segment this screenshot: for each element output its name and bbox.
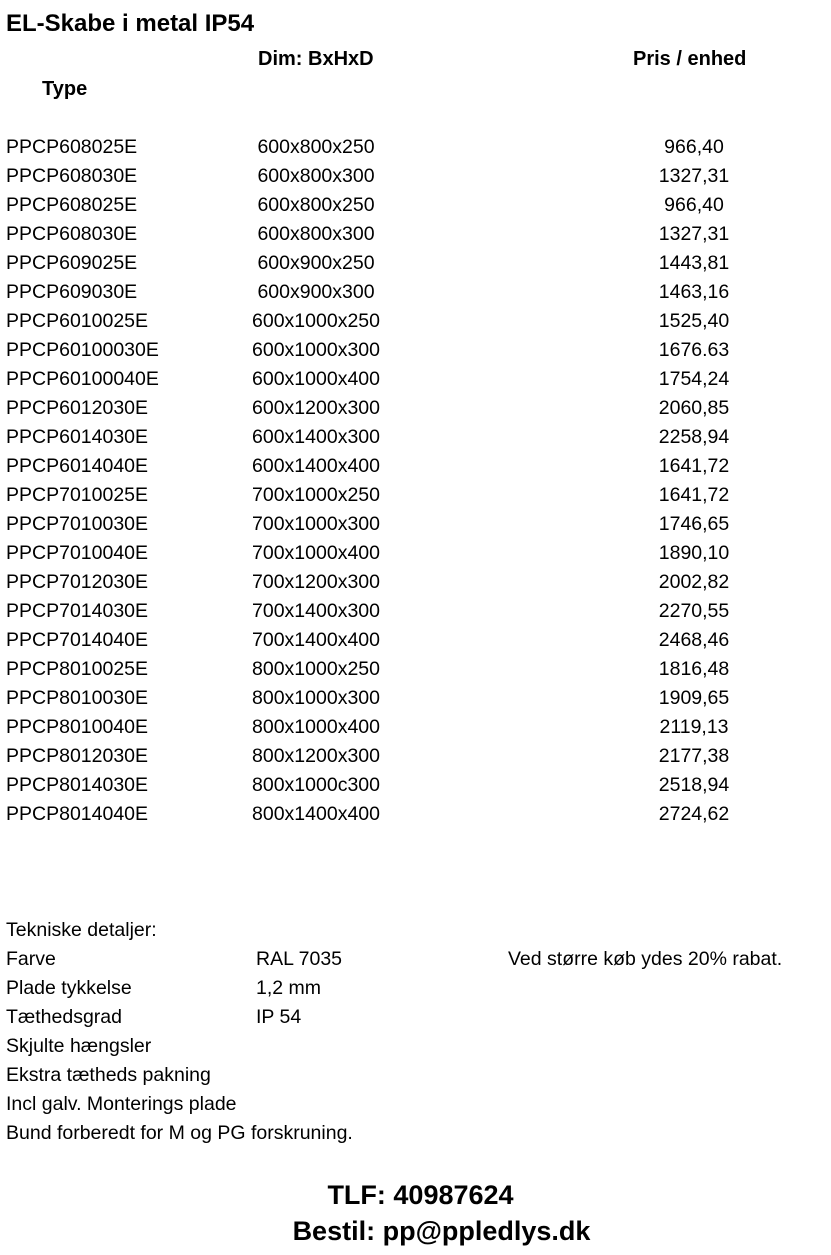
- product-price: 966,40: [664, 136, 724, 158]
- column-header-price: Pris / enhed: [633, 48, 747, 70]
- detail-row: [6, 1090, 826, 1119]
- product-dimensions: 800x1200x300: [252, 745, 380, 767]
- product-price: 966,40: [664, 194, 724, 216]
- product-price: 1443,81: [658, 252, 730, 274]
- product-dimensions: 800x1000x400: [252, 716, 380, 738]
- details-heading: Tekniske detaljer:: [6, 919, 157, 941]
- detail-row: [6, 945, 826, 974]
- product-type: PPCP6012030E: [6, 397, 149, 419]
- product-dimensions: 700x1000x250: [252, 484, 380, 506]
- product-price: 1327,31: [658, 165, 730, 187]
- table-row: [0, 336, 831, 365]
- product-dimensions: 700x1200x300: [252, 571, 380, 593]
- table-row: [0, 539, 831, 568]
- table-row: [0, 220, 831, 249]
- product-type: PPCP609025E: [6, 252, 138, 274]
- product-price: 2258,94: [658, 426, 730, 448]
- product-price: 2724,62: [658, 803, 730, 825]
- product-type: PPCP608025E: [6, 194, 138, 216]
- product-type: PPCP7010025E: [6, 484, 149, 506]
- product-price: 2468,46: [658, 629, 730, 651]
- product-dimensions: 600x900x300: [257, 281, 375, 303]
- table-row: [0, 365, 831, 394]
- product-type: PPCP7010040E: [6, 542, 149, 564]
- product-dimensions: 700x1400x300: [252, 600, 380, 622]
- product-type: PPCP6014030E: [6, 426, 149, 448]
- product-type: PPCP7014040E: [6, 629, 149, 651]
- table-row: [0, 423, 831, 452]
- product-type: PPCP608030E: [6, 165, 138, 187]
- product-dimensions: 800x1000c300: [252, 774, 380, 796]
- product-type: PPCP8014040E: [6, 803, 149, 825]
- product-type: PPCP8010030E: [6, 687, 149, 709]
- product-price: 1676.63: [658, 339, 730, 361]
- table-row: [0, 191, 831, 220]
- product-type: PPCP8014030E: [6, 774, 149, 796]
- product-price: 2002,82: [658, 571, 730, 593]
- product-dimensions: 600x900x250: [257, 252, 375, 274]
- product-dimensions: 600x1200x300: [252, 397, 380, 419]
- detail-row: [6, 974, 826, 1003]
- product-price: 1754,24: [658, 368, 730, 390]
- table-row: [0, 626, 831, 655]
- table-row: [0, 394, 831, 423]
- product-dimensions: 600x800x250: [257, 194, 375, 216]
- table-row: [0, 713, 831, 742]
- product-type: PPCP8010025E: [6, 658, 149, 680]
- product-dimensions: 700x1000x300: [252, 513, 380, 535]
- table-row: [0, 800, 831, 829]
- table-row: [0, 742, 831, 771]
- column-header-type: Type: [42, 78, 88, 100]
- table-row: [0, 133, 831, 162]
- product-price: 2177,38: [658, 745, 730, 767]
- product-type: PPCP8012030E: [6, 745, 149, 767]
- detail-label: Skjulte hængsler: [6, 1035, 152, 1057]
- table-row: [0, 655, 831, 684]
- product-type: PPCP60100040E: [6, 368, 159, 390]
- contact-order-email: Bestil: pp@ppledlys.dk: [292, 1216, 591, 1246]
- column-header-dimensions: Dim: BxHxD: [258, 48, 374, 70]
- product-price: 1641,72: [658, 484, 730, 506]
- product-dimensions: 800x1000x300: [252, 687, 380, 709]
- page-title: EL-Skabe i metal IP54: [6, 10, 255, 37]
- product-price: 1641,72: [658, 455, 730, 477]
- product-price: 2060,85: [658, 397, 730, 419]
- table-row: [0, 684, 831, 713]
- product-dimensions: 600x1400x400: [252, 455, 380, 477]
- detail-value: IP 54: [256, 1006, 302, 1028]
- product-dimensions: 800x1400x400: [252, 803, 380, 825]
- product-type: PPCP6014040E: [6, 455, 149, 477]
- product-price: 1746,65: [658, 513, 730, 535]
- product-type: PPCP8010040E: [6, 716, 149, 738]
- product-table: [0, 133, 831, 829]
- product-dimensions: 600x800x300: [257, 223, 375, 245]
- table-row: [0, 481, 831, 510]
- product-type: PPCP608025E: [6, 136, 138, 158]
- product-dimensions: 700x1400x400: [252, 629, 380, 651]
- product-dimensions: 600x1000x250: [252, 310, 380, 332]
- contact-phone: TLF: 40987624: [327, 1180, 514, 1210]
- detail-label: Tæthedsgrad: [6, 1006, 122, 1028]
- product-price: 2119,13: [659, 716, 729, 738]
- table-row: [0, 771, 831, 800]
- detail-label: Incl galv. Monterings plade: [6, 1093, 237, 1115]
- detail-row: [6, 1032, 826, 1061]
- product-type: PPCP60100030E: [6, 339, 159, 361]
- technical-details: [6, 916, 826, 1148]
- detail-label: Plade tykkelse: [6, 977, 132, 999]
- table-row: [0, 452, 831, 481]
- detail-value: RAL 7035: [256, 948, 343, 970]
- table-row: [0, 307, 831, 336]
- table-row: [0, 278, 831, 307]
- product-type: PPCP609030E: [6, 281, 138, 303]
- product-type: PPCP608030E: [6, 223, 138, 245]
- product-dimensions: 700x1000x400: [252, 542, 380, 564]
- table-row: [0, 162, 831, 191]
- detail-row: [6, 1061, 826, 1090]
- detail-row: [6, 1119, 826, 1148]
- detail-label: Bund forberedt for M og PG forskruning.: [6, 1122, 353, 1144]
- table-row: [0, 568, 831, 597]
- product-price: 2270,55: [658, 600, 730, 622]
- detail-label: Farve: [6, 948, 56, 970]
- product-type: PPCP7014030E: [6, 600, 149, 622]
- product-dimensions: 600x1000x300: [252, 339, 380, 361]
- product-type: PPCP7012030E: [6, 571, 149, 593]
- product-dimensions: 600x800x300: [257, 165, 375, 187]
- detail-label: Ekstra tætheds pakning: [6, 1064, 211, 1086]
- discount-note: Ved større køb ydes 20% rabat.: [508, 948, 783, 970]
- product-price: 1327,31: [658, 223, 730, 245]
- table-row: [0, 249, 831, 278]
- detail-value: 1,2 mm: [256, 977, 322, 999]
- product-price: 1909,65: [658, 687, 730, 709]
- detail-row: [6, 1003, 826, 1032]
- product-price: 2518,94: [658, 774, 730, 796]
- product-price: 1525,40: [658, 310, 730, 332]
- product-dimensions: 800x1000x250: [252, 658, 380, 680]
- product-price: 1890,10: [658, 542, 730, 564]
- table-row: [0, 510, 831, 539]
- table-row: [0, 597, 831, 626]
- technical-details-heading: [6, 916, 826, 945]
- product-type: PPCP7010030E: [6, 513, 149, 535]
- product-price: 1463,16: [658, 281, 730, 303]
- product-price: 1816,48: [658, 658, 730, 680]
- product-dimensions: 600x800x250: [257, 136, 375, 158]
- product-dimensions: 600x1000x400: [252, 368, 380, 390]
- product-dimensions: 600x1400x300: [252, 426, 380, 448]
- product-type: PPCP6010025E: [6, 310, 149, 332]
